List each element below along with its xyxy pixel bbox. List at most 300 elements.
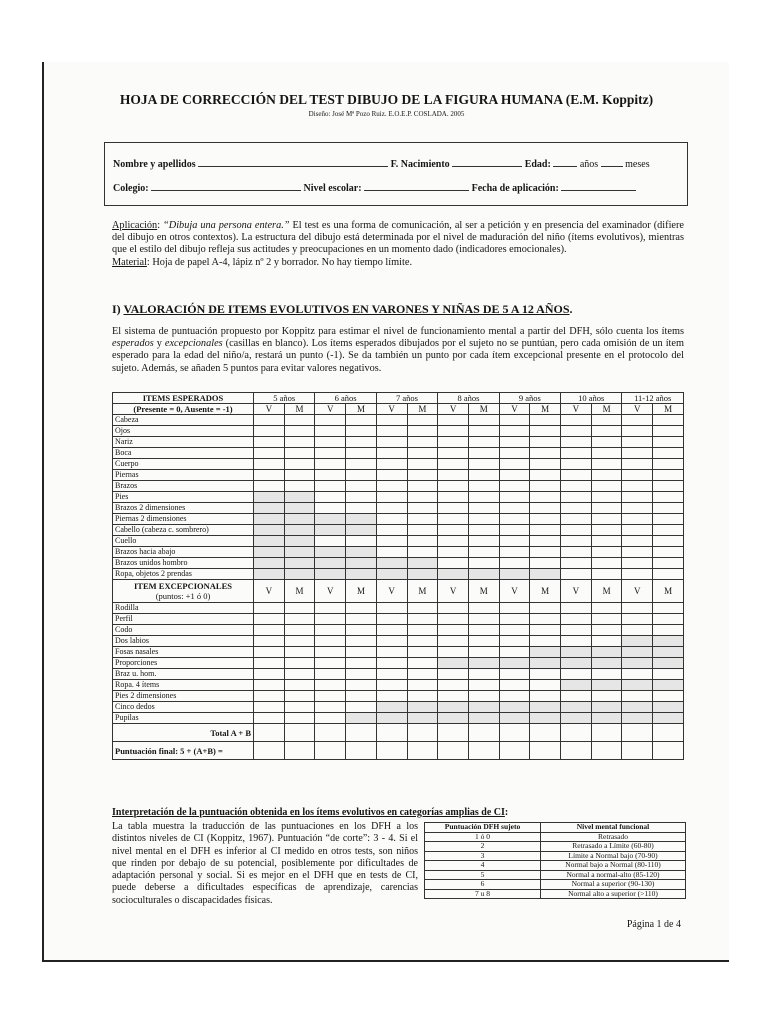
score-cell[interactable] — [591, 514, 622, 525]
final-cell[interactable] — [622, 742, 653, 760]
score-cell[interactable] — [376, 503, 407, 514]
score-cell[interactable] — [499, 636, 530, 647]
score-cell[interactable] — [561, 525, 592, 536]
score-cell[interactable] — [499, 536, 530, 547]
score-cell[interactable] — [407, 492, 438, 503]
score-cell[interactable] — [530, 680, 561, 691]
score-cell[interactable] — [591, 525, 622, 536]
score-cell[interactable] — [376, 525, 407, 536]
score-cell[interactable] — [284, 603, 315, 614]
score-cell[interactable] — [622, 569, 653, 580]
score-cell[interactable] — [407, 680, 438, 691]
score-cell[interactable] — [254, 636, 285, 647]
score-cell[interactable] — [346, 459, 377, 470]
score-cell[interactable] — [530, 603, 561, 614]
score-cell[interactable] — [376, 492, 407, 503]
score-cell[interactable] — [376, 680, 407, 691]
final-cell[interactable] — [438, 742, 469, 760]
score-cell[interactable] — [499, 525, 530, 536]
score-cell[interactable] — [376, 437, 407, 448]
score-cell[interactable] — [438, 492, 469, 503]
score-cell[interactable] — [622, 448, 653, 459]
score-cell[interactable] — [499, 481, 530, 492]
score-cell[interactable] — [407, 448, 438, 459]
score-cell[interactable] — [653, 448, 684, 459]
score-cell[interactable] — [530, 547, 561, 558]
score-cell[interactable] — [530, 459, 561, 470]
score-cell[interactable] — [376, 625, 407, 636]
score-cell[interactable] — [530, 437, 561, 448]
score-cell[interactable] — [653, 558, 684, 569]
total-cell[interactable] — [561, 724, 592, 742]
score-cell[interactable] — [315, 536, 346, 547]
score-cell[interactable] — [254, 415, 285, 426]
score-cell[interactable] — [438, 669, 469, 680]
score-cell[interactable] — [561, 603, 592, 614]
score-cell[interactable] — [591, 669, 622, 680]
score-cell[interactable] — [254, 691, 285, 702]
score-cell[interactable] — [530, 558, 561, 569]
score-cell[interactable] — [591, 470, 622, 481]
score-cell[interactable] — [561, 448, 592, 459]
colegio-field[interactable] — [151, 181, 301, 191]
score-cell[interactable] — [254, 603, 285, 614]
score-cell[interactable] — [315, 636, 346, 647]
total-cell[interactable] — [622, 724, 653, 742]
score-cell[interactable] — [591, 536, 622, 547]
score-cell[interactable] — [622, 558, 653, 569]
fecha-field[interactable] — [561, 181, 636, 191]
score-cell[interactable] — [561, 481, 592, 492]
score-cell[interactable] — [468, 691, 499, 702]
score-cell[interactable] — [499, 691, 530, 702]
final-cell[interactable] — [376, 742, 407, 760]
score-cell[interactable] — [530, 625, 561, 636]
score-cell[interactable] — [407, 470, 438, 481]
score-cell[interactable] — [407, 647, 438, 658]
score-cell[interactable] — [530, 636, 561, 647]
nivel-field[interactable] — [364, 181, 469, 191]
score-cell[interactable] — [438, 603, 469, 614]
score-cell[interactable] — [653, 481, 684, 492]
nombre-field[interactable] — [198, 157, 388, 167]
score-cell[interactable] — [499, 448, 530, 459]
score-cell[interactable] — [346, 470, 377, 481]
score-cell[interactable] — [438, 614, 469, 625]
score-cell[interactable] — [346, 448, 377, 459]
score-cell[interactable] — [284, 658, 315, 669]
score-cell[interactable] — [653, 503, 684, 514]
score-cell[interactable] — [622, 415, 653, 426]
score-cell[interactable] — [591, 625, 622, 636]
final-cell[interactable] — [407, 742, 438, 760]
score-cell[interactable] — [407, 536, 438, 547]
score-cell[interactable] — [468, 470, 499, 481]
score-cell[interactable] — [346, 536, 377, 547]
score-cell[interactable] — [499, 503, 530, 514]
score-cell[interactable] — [407, 603, 438, 614]
score-cell[interactable] — [561, 514, 592, 525]
score-cell[interactable] — [499, 459, 530, 470]
score-cell[interactable] — [315, 448, 346, 459]
score-cell[interactable] — [561, 470, 592, 481]
score-cell[interactable] — [284, 415, 315, 426]
total-cell[interactable] — [653, 724, 684, 742]
score-cell[interactable] — [622, 536, 653, 547]
score-cell[interactable] — [254, 459, 285, 470]
score-cell[interactable] — [622, 514, 653, 525]
score-cell[interactable] — [254, 702, 285, 713]
score-cell[interactable] — [346, 636, 377, 647]
nacimiento-field[interactable] — [452, 157, 522, 167]
score-cell[interactable] — [315, 426, 346, 437]
score-cell[interactable] — [346, 647, 377, 658]
score-cell[interactable] — [438, 415, 469, 426]
score-cell[interactable] — [591, 691, 622, 702]
score-cell[interactable] — [438, 536, 469, 547]
score-cell[interactable] — [530, 536, 561, 547]
score-cell[interactable] — [376, 536, 407, 547]
edad-anos-field[interactable] — [553, 157, 577, 167]
score-cell[interactable] — [315, 603, 346, 614]
score-cell[interactable] — [591, 503, 622, 514]
score-cell[interactable] — [438, 437, 469, 448]
score-cell[interactable] — [468, 459, 499, 470]
score-cell[interactable] — [346, 481, 377, 492]
score-cell[interactable] — [622, 691, 653, 702]
score-cell[interactable] — [530, 514, 561, 525]
score-cell[interactable] — [407, 514, 438, 525]
score-cell[interactable] — [315, 481, 346, 492]
score-cell[interactable] — [530, 481, 561, 492]
score-cell[interactable] — [530, 415, 561, 426]
score-cell[interactable] — [499, 492, 530, 503]
score-cell[interactable] — [622, 625, 653, 636]
final-cell[interactable] — [591, 742, 622, 760]
score-cell[interactable] — [315, 503, 346, 514]
score-cell[interactable] — [438, 547, 469, 558]
score-cell[interactable] — [468, 514, 499, 525]
score-cell[interactable] — [254, 470, 285, 481]
score-cell[interactable] — [591, 558, 622, 569]
score-cell[interactable] — [468, 603, 499, 614]
score-cell[interactable] — [591, 415, 622, 426]
score-cell[interactable] — [284, 437, 315, 448]
score-cell[interactable] — [653, 525, 684, 536]
score-cell[interactable] — [284, 713, 315, 724]
score-cell[interactable] — [376, 603, 407, 614]
score-cell[interactable] — [376, 691, 407, 702]
score-cell[interactable] — [284, 481, 315, 492]
score-cell[interactable] — [438, 514, 469, 525]
score-cell[interactable] — [561, 459, 592, 470]
score-cell[interactable] — [530, 503, 561, 514]
score-cell[interactable] — [468, 525, 499, 536]
score-cell[interactable] — [622, 492, 653, 503]
total-cell[interactable] — [499, 724, 530, 742]
score-cell[interactable] — [622, 525, 653, 536]
score-cell[interactable] — [591, 426, 622, 437]
score-cell[interactable] — [346, 415, 377, 426]
total-cell[interactable] — [438, 724, 469, 742]
score-cell[interactable] — [407, 503, 438, 514]
score-cell[interactable] — [468, 481, 499, 492]
score-cell[interactable] — [254, 680, 285, 691]
score-cell[interactable] — [315, 459, 346, 470]
score-cell[interactable] — [622, 481, 653, 492]
score-cell[interactable] — [376, 426, 407, 437]
score-cell[interactable] — [468, 536, 499, 547]
score-cell[interactable] — [438, 680, 469, 691]
total-cell[interactable] — [468, 724, 499, 742]
score-cell[interactable] — [254, 481, 285, 492]
score-cell[interactable] — [376, 481, 407, 492]
score-cell[interactable] — [438, 691, 469, 702]
score-cell[interactable] — [653, 569, 684, 580]
score-cell[interactable] — [653, 426, 684, 437]
edad-meses-field[interactable] — [601, 157, 623, 167]
score-cell[interactable] — [438, 625, 469, 636]
score-cell[interactable] — [407, 636, 438, 647]
score-cell[interactable] — [530, 669, 561, 680]
score-cell[interactable] — [561, 536, 592, 547]
score-cell[interactable] — [561, 625, 592, 636]
score-cell[interactable] — [438, 558, 469, 569]
score-cell[interactable] — [499, 680, 530, 691]
score-cell[interactable] — [438, 636, 469, 647]
total-cell[interactable] — [591, 724, 622, 742]
score-cell[interactable] — [499, 415, 530, 426]
score-cell[interactable] — [653, 536, 684, 547]
score-cell[interactable] — [376, 459, 407, 470]
score-cell[interactable] — [468, 647, 499, 658]
score-cell[interactable] — [376, 415, 407, 426]
score-cell[interactable] — [407, 658, 438, 669]
score-cell[interactable] — [376, 614, 407, 625]
score-cell[interactable] — [438, 525, 469, 536]
score-cell[interactable] — [653, 691, 684, 702]
score-cell[interactable] — [591, 459, 622, 470]
score-cell[interactable] — [622, 503, 653, 514]
final-cell[interactable] — [468, 742, 499, 760]
score-cell[interactable] — [561, 636, 592, 647]
score-cell[interactable] — [315, 691, 346, 702]
score-cell[interactable] — [591, 481, 622, 492]
score-cell[interactable] — [376, 658, 407, 669]
score-cell[interactable] — [438, 470, 469, 481]
score-cell[interactable] — [622, 603, 653, 614]
total-cell[interactable] — [284, 724, 315, 742]
score-cell[interactable] — [438, 448, 469, 459]
score-cell[interactable] — [468, 448, 499, 459]
score-cell[interactable] — [315, 492, 346, 503]
score-cell[interactable] — [284, 459, 315, 470]
score-cell[interactable] — [346, 625, 377, 636]
score-cell[interactable] — [284, 614, 315, 625]
score-cell[interactable] — [315, 647, 346, 658]
score-cell[interactable] — [622, 614, 653, 625]
final-cell[interactable] — [254, 742, 285, 760]
score-cell[interactable] — [561, 691, 592, 702]
score-cell[interactable] — [653, 492, 684, 503]
score-cell[interactable] — [561, 669, 592, 680]
score-cell[interactable] — [438, 481, 469, 492]
score-cell[interactable] — [346, 658, 377, 669]
score-cell[interactable] — [407, 459, 438, 470]
score-cell[interactable] — [561, 437, 592, 448]
score-cell[interactable] — [284, 448, 315, 459]
score-cell[interactable] — [468, 636, 499, 647]
score-cell[interactable] — [499, 437, 530, 448]
score-cell[interactable] — [468, 614, 499, 625]
score-cell[interactable] — [254, 713, 285, 724]
score-cell[interactable] — [284, 647, 315, 658]
score-cell[interactable] — [561, 569, 592, 580]
score-cell[interactable] — [407, 415, 438, 426]
total-cell[interactable] — [376, 724, 407, 742]
score-cell[interactable] — [254, 647, 285, 658]
score-cell[interactable] — [254, 426, 285, 437]
score-cell[interactable] — [315, 470, 346, 481]
score-cell[interactable] — [561, 547, 592, 558]
score-cell[interactable] — [499, 669, 530, 680]
score-cell[interactable] — [499, 647, 530, 658]
score-cell[interactable] — [499, 558, 530, 569]
final-cell[interactable] — [284, 742, 315, 760]
score-cell[interactable] — [346, 492, 377, 503]
score-cell[interactable] — [653, 625, 684, 636]
score-cell[interactable] — [561, 614, 592, 625]
score-cell[interactable] — [407, 525, 438, 536]
score-cell[interactable] — [284, 636, 315, 647]
score-cell[interactable] — [284, 426, 315, 437]
score-cell[interactable] — [315, 658, 346, 669]
score-cell[interactable] — [499, 514, 530, 525]
score-cell[interactable] — [315, 415, 346, 426]
score-cell[interactable] — [530, 470, 561, 481]
score-cell[interactable] — [499, 614, 530, 625]
total-cell[interactable] — [530, 724, 561, 742]
final-cell[interactable] — [315, 742, 346, 760]
score-cell[interactable] — [407, 547, 438, 558]
score-cell[interactable] — [499, 625, 530, 636]
score-cell[interactable] — [653, 415, 684, 426]
score-cell[interactable] — [468, 558, 499, 569]
score-cell[interactable] — [254, 669, 285, 680]
score-cell[interactable] — [653, 669, 684, 680]
score-cell[interactable] — [653, 514, 684, 525]
score-cell[interactable] — [468, 492, 499, 503]
score-cell[interactable] — [530, 691, 561, 702]
score-cell[interactable] — [284, 625, 315, 636]
score-cell[interactable] — [591, 569, 622, 580]
score-cell[interactable] — [561, 503, 592, 514]
score-cell[interactable] — [254, 437, 285, 448]
score-cell[interactable] — [653, 603, 684, 614]
score-cell[interactable] — [254, 625, 285, 636]
score-cell[interactable] — [653, 470, 684, 481]
score-cell[interactable] — [315, 625, 346, 636]
score-cell[interactable] — [622, 470, 653, 481]
score-cell[interactable] — [407, 691, 438, 702]
score-cell[interactable] — [438, 503, 469, 514]
final-cell[interactable] — [561, 742, 592, 760]
score-cell[interactable] — [407, 481, 438, 492]
score-cell[interactable] — [407, 669, 438, 680]
score-cell[interactable] — [254, 614, 285, 625]
score-cell[interactable] — [622, 547, 653, 558]
score-cell[interactable] — [468, 547, 499, 558]
score-cell[interactable] — [376, 636, 407, 647]
score-cell[interactable] — [499, 426, 530, 437]
score-cell[interactable] — [530, 525, 561, 536]
score-cell[interactable] — [346, 680, 377, 691]
final-cell[interactable] — [530, 742, 561, 760]
score-cell[interactable] — [346, 702, 377, 713]
score-cell[interactable] — [653, 547, 684, 558]
score-cell[interactable] — [530, 448, 561, 459]
score-cell[interactable] — [346, 691, 377, 702]
score-cell[interactable] — [284, 680, 315, 691]
final-cell[interactable] — [499, 742, 530, 760]
score-cell[interactable] — [315, 437, 346, 448]
score-cell[interactable] — [468, 680, 499, 691]
score-cell[interactable] — [376, 470, 407, 481]
score-cell[interactable] — [622, 459, 653, 470]
score-cell[interactable] — [468, 503, 499, 514]
score-cell[interactable] — [315, 614, 346, 625]
score-cell[interactable] — [315, 680, 346, 691]
score-cell[interactable] — [591, 437, 622, 448]
score-cell[interactable] — [561, 558, 592, 569]
score-cell[interactable] — [468, 426, 499, 437]
score-cell[interactable] — [284, 691, 315, 702]
score-cell[interactable] — [315, 702, 346, 713]
score-cell[interactable] — [468, 669, 499, 680]
score-cell[interactable] — [346, 614, 377, 625]
score-cell[interactable] — [499, 470, 530, 481]
score-cell[interactable] — [591, 492, 622, 503]
score-cell[interactable] — [284, 669, 315, 680]
score-cell[interactable] — [591, 448, 622, 459]
score-cell[interactable] — [346, 503, 377, 514]
score-cell[interactable] — [438, 426, 469, 437]
score-cell[interactable] — [407, 437, 438, 448]
score-cell[interactable] — [561, 492, 592, 503]
total-cell[interactable] — [254, 724, 285, 742]
final-cell[interactable] — [653, 742, 684, 760]
total-cell[interactable] — [315, 724, 346, 742]
score-cell[interactable] — [376, 514, 407, 525]
score-cell[interactable] — [407, 426, 438, 437]
score-cell[interactable] — [530, 492, 561, 503]
score-cell[interactable] — [376, 448, 407, 459]
score-cell[interactable] — [622, 669, 653, 680]
score-cell[interactable] — [376, 547, 407, 558]
score-cell[interactable] — [591, 603, 622, 614]
score-cell[interactable] — [653, 437, 684, 448]
score-cell[interactable] — [346, 603, 377, 614]
score-cell[interactable] — [591, 636, 622, 647]
total-cell[interactable] — [407, 724, 438, 742]
score-cell[interactable] — [591, 614, 622, 625]
score-cell[interactable] — [407, 625, 438, 636]
score-cell[interactable] — [622, 426, 653, 437]
score-cell[interactable] — [346, 437, 377, 448]
score-cell[interactable] — [591, 547, 622, 558]
score-cell[interactable] — [407, 614, 438, 625]
score-cell[interactable] — [315, 713, 346, 724]
